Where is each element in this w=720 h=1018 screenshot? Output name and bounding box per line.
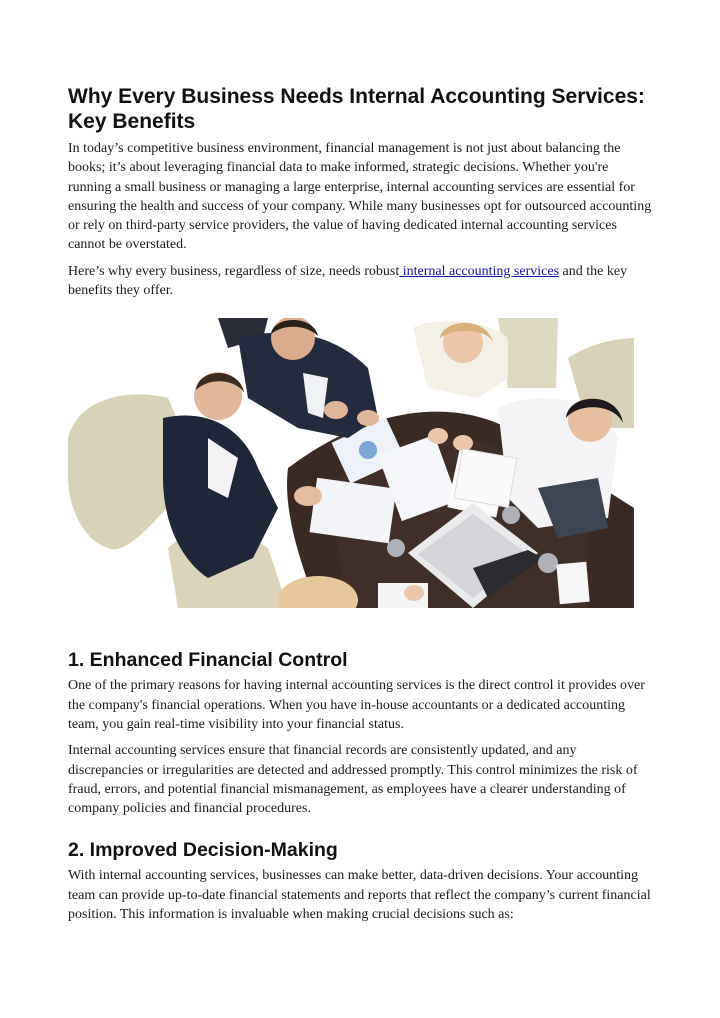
lead-text-before: Here’s why every business, regardless of size, needs robust	[68, 263, 400, 279]
section1-paragraph-2: Internal accounting services ensure that financial records are consistently updated, and any discrepancies or irregularities are detected and addressed promptly. This control minimizes the risk of fraud, errors, and potential financial mismanagement, as employees have a clearer understanding of company policies and financial procedures.	[68, 743, 638, 817]
internal-accounting-services-link[interactable]: internal accounting services	[399, 263, 560, 279]
business-meeting-photo	[68, 318, 634, 608]
section1-paragraph-1: One of the primary reasons for having internal accounting services is the direct control it provides over the company's financial operations. When you have in-house accountants or a dedicated accounting team, you gain real-time visibility into your financial status.	[68, 678, 645, 732]
lead-text-after: and the key benefits they offer.	[68, 263, 628, 299]
intro-paragraph: In today’s competitive business environment, financial management is not just about balancing the books; it’s about leveraging financial data to make informed, strategic decisions. Whether you're running a small business or managing a large enterprise, internal accounting services are essential for ensuring the health and success of your company. While many businesses opt for outsourced accounting or rely on third-party service providers, the value of having dedicated internal accounting services cannot be overstated.	[68, 141, 652, 253]
section-heading-decision-making: 2. Improved Decision-Making	[68, 839, 338, 862]
article-title: Why Every Business Needs Internal Accounting Services: Key Benefits	[68, 85, 645, 133]
section-heading-financial-control: 1. Enhanced Financial Control	[68, 649, 348, 672]
section2-paragraph-1: With internal accounting services, businesses can make better, data-driven decisions. Your accounting team can provide up-to-date financial statements and reports that reflect the company’s current financial position. This information is invaluable when making crucial decisions such as:	[68, 868, 651, 923]
lead-paragraph	[68, 262, 652, 301]
article	[68, 84, 652, 931]
